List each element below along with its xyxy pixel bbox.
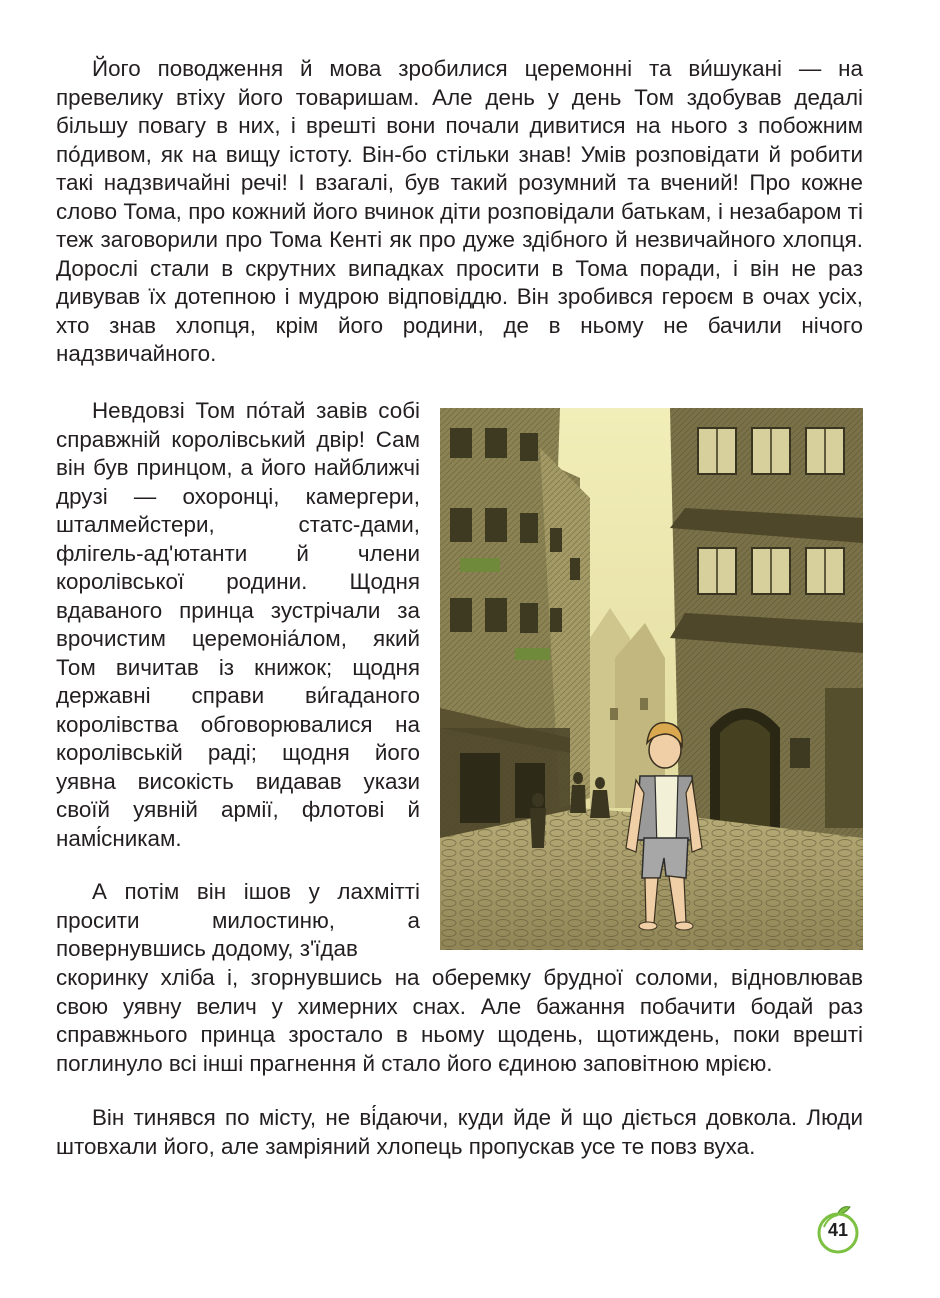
paragraph-royal-court: Невдовзі Том по́тай завів собі справжній королівський двір! Сам він був принцом, а його найближчі друзі — охоронці, камергери, шталмейстери, статс-дами, флігель-ад'ютанти й члени королівської родини. Щодня вдаваного принца зустрічали за врочистим церемонiа́лом, який Том вичитав із книжок; щодня державні справи ви́гаданого королівства обговорювалися на королівській раді; щодня його уявна високість видавав укази своїй уявній армії, флотові й намі́сникам. xyxy=(56,398,420,851)
paragraph-begging-end: скоринку хліба і, згорнувшись на оберемку брудної соломи, відновлював свою уявну велич у химерних снах. Але бажання побачити бодай раз справжнього принца зростало в ньому щодень, щотиждень, поки врешті поглинуло всі інші прагнення й стало його єдиною заповітною мрією. xyxy=(56,965,863,1076)
paragraph-tom-manners: Його поводження й мова зробилися церемонні та ви́шукані — на превелику втіху його товаришам. Але день у день Том здобував дедалі більшу повагу в них, і врешті вони почали дивитися на нього з побожним по́дивом, як на вищу істоту. Він-бо стільки знав! Умів розповідати й робити такі надзвичайні речі! І взагалі, був такий розумний та вчений! Про кожне слово Тома, про кожний його вчинок діти розповідали батькам, і незабаром ті теж заговорили про Тома Кенті як про дуже здібного й незвичайного хлопця. Дорослі стали в скрутних випадках просити в Тома поради, і він не раз дивував їх дотепною і мудрою відповіддю. Він зробився героєм в очах усіх, хто знав хлопця, крім його родини, де в ньому не бачили нічого надзвичайного. xyxy=(56,56,863,366)
paragraph-begging-start: А потім він ішов у лахмітті просити милостиню, а повернувшись додому, з'їдав xyxy=(56,879,420,961)
old-street-picture xyxy=(440,408,863,950)
paragraph-wandering: Він тинявся по місту, не ві́даючи, куди йде й що діється довкола. Люди штовхали його, але замріяний хлопець пропускав усе те повз вуха. xyxy=(56,1105,863,1159)
street-illustration xyxy=(440,408,863,950)
page-number: 41 xyxy=(827,1220,849,1240)
